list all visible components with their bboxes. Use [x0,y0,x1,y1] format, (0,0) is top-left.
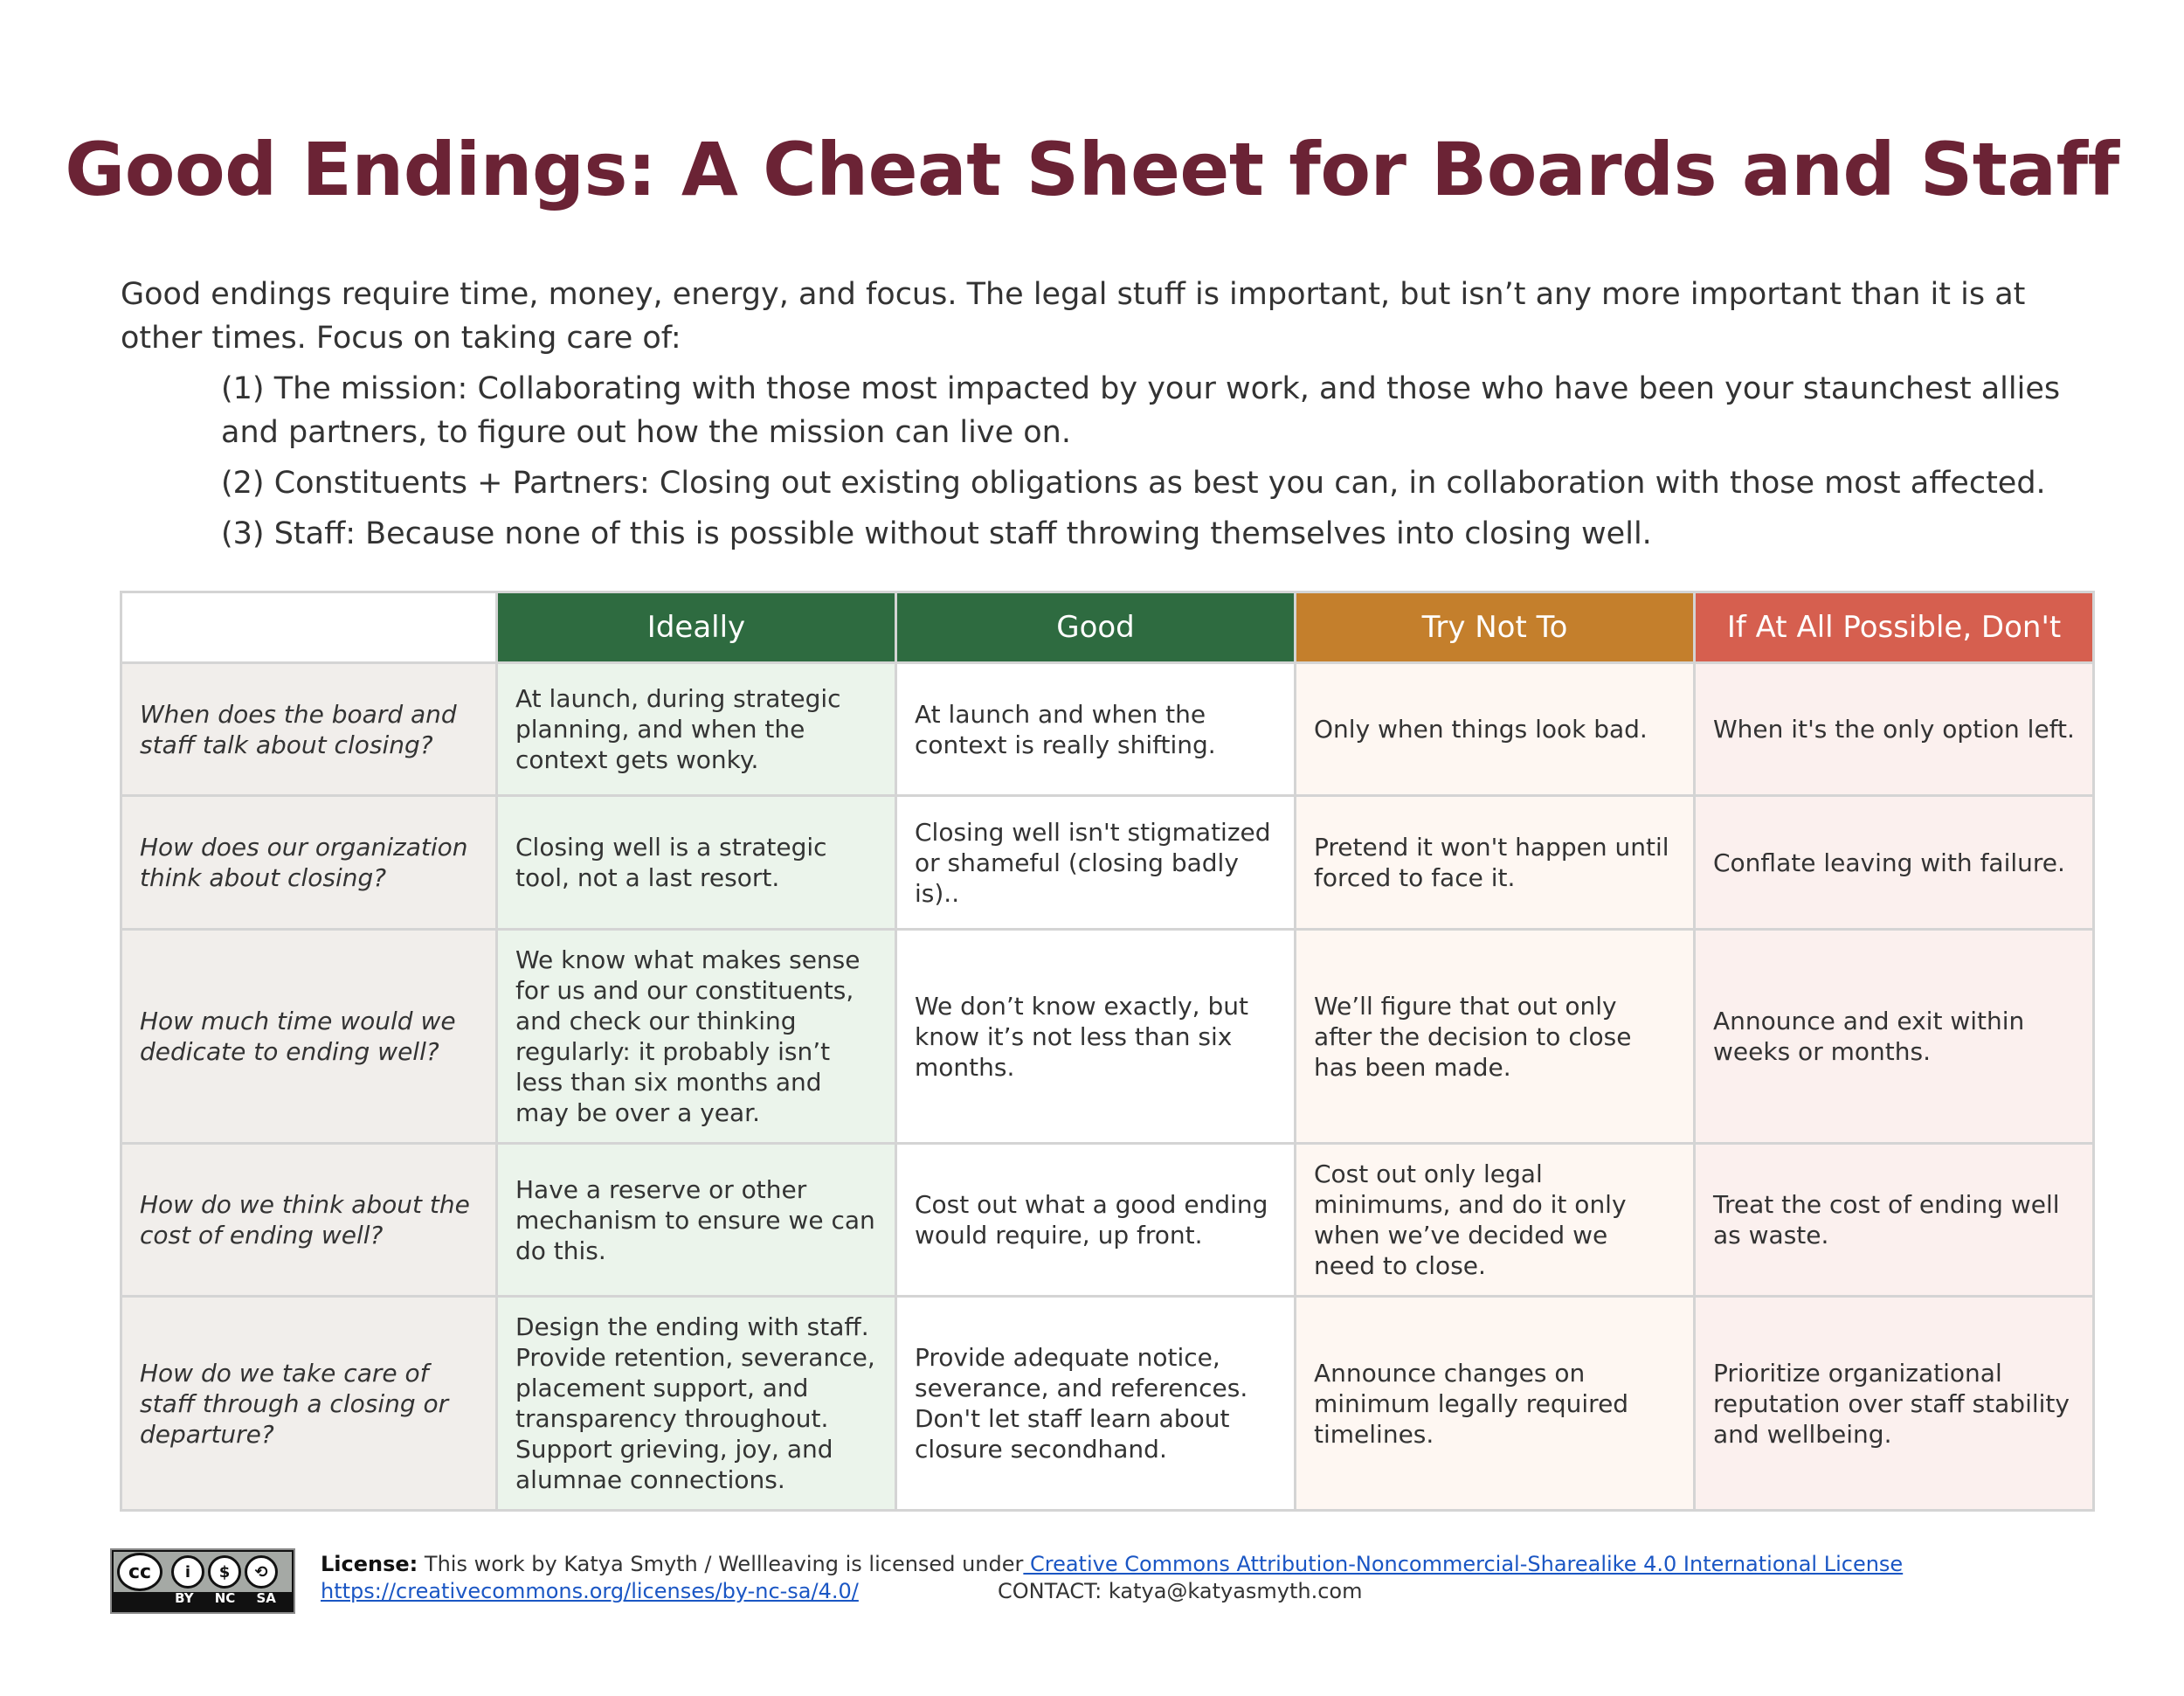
cc-badge-labels [164,1590,287,1609]
table-row [121,1144,2094,1297]
intro-lead: Good endings require time, money, energy, and focus. The legal stuff is important, but isn’t any more important than it is at other times. Focus on taking care of: [121,277,2026,356]
cc-label-sa: SA [256,1590,276,1606]
cell-dont: Conflate leaving with failure. [1695,796,2094,930]
table-row [121,796,2094,930]
cell-try-not-to: Announce changes on minimum legally required timelines. [1296,1297,1695,1511]
intro-point-staff: (3) Staff: Because none of this is possible without staff throwing themselves into closing well. [221,516,1652,551]
footer [110,1548,2119,1618]
cell-ideally: Design the ending with staff. Provide retention, severance, placement support, and transparency throughout. Support grieving, joy, and alumnae connections. [497,1297,896,1511]
table-row [121,663,2094,796]
cell-try-not-to: Pretend it won't happen until forced to face it. [1296,796,1695,930]
table-row [121,1297,2094,1511]
header-blank-cell [121,592,497,663]
cell-ideally: At launch, during strategic planning, and when the context gets wonky. [497,663,896,796]
contact-info: CONTACT: katya@katyasmyth.com [998,1579,1363,1603]
row-question: When does the board and staff talk about closing? [121,663,497,796]
header-dont: If At All Possible, Don't [1695,592,2094,663]
cell-good: Provide adequate notice, severance, and references. Don't let staff learn about closure secondhand. [896,1297,1296,1511]
cell-dont: When it's the only option left. [1695,663,2094,796]
row-question: How much time would we dedicate to ending well? [121,930,497,1144]
cheat-sheet-table [120,591,2095,1512]
page-title: Good Endings: A Cheat Sheet for Boards and Staff [65,127,2119,212]
license-url-link[interactable]: https://creativecommons.org/licenses/by-nc-sa/4.0/ [321,1579,859,1603]
cell-ideally: Closing well is a strategic tool, not a last resort. [497,796,896,930]
cell-dont: Prioritize organizational reputation over staff stability and wellbeing. [1695,1297,2094,1511]
header-ideally: Ideally [497,592,896,663]
license-url-row [321,1579,859,1603]
cc-label-nc: NC [214,1590,236,1606]
noncommercial-icon: $ [208,1555,241,1589]
header-good: Good [896,592,1296,663]
table-row [121,930,2094,1144]
cell-good: Cost out what a good ending would require, up front. [896,1144,1296,1297]
cell-dont: Treat the cost of ending well as waste. [1695,1144,2094,1297]
cell-good: At launch and when the context is really shifting. [896,663,1296,796]
cell-dont: Announce and exit within weeks or months. [1695,930,2094,1144]
intro-point-constituents: (2) Constituents + Partners: Closing out existing obligations as best you can, in collaboration with those most affected. [221,466,2046,501]
cc-label-by: BY [175,1590,194,1606]
license-text: This work by Katya Smyth / Wellleaving is licensed under [418,1552,1024,1576]
row-question: How does our organization think about closing? [121,796,497,930]
cell-try-not-to: We’ll figure that out only after the decision to close has been made. [1296,930,1695,1144]
creative-commons-badge[interactable] [110,1548,295,1614]
cell-good: We don’t know exactly, but know it’s not less than six months. [896,930,1296,1144]
row-question: How do we take care of staff through a closing or departure? [121,1297,497,1511]
cell-try-not-to: Only when things look bad. [1296,663,1695,796]
table-header-row [121,592,2094,663]
header-try-not-to: Try Not To [1296,592,1695,663]
intro-point-mission: (1) The mission: Collaborating with those most impacted by your work, and those who have been your staunchest allies and partners, to figure out how the mission can live on. [221,371,2061,450]
sharealike-icon: ⟲ [245,1555,278,1589]
cc-icon: cc [117,1553,162,1591]
cc-badge-icons [114,1552,292,1592]
cell-good: Closing well isn't stigmatized or shameful (closing badly is).. [896,796,1296,930]
cell-ideally: We know what makes sense for us and our constituents, and check our thinking regularly: it probably isn’t less than six months and may be over a year. [497,930,896,1144]
cell-try-not-to: Cost out only legal minimums, and do it only when we’ve decided we need to close. [1296,1144,1695,1297]
license-link[interactable]: Creative Commons Attribution-Noncommercial-Sharealike 4.0 International License [1023,1552,1904,1576]
license-statement [321,1552,1903,1576]
attribution-icon: i [171,1555,204,1589]
intro-section [121,273,2095,556]
row-question: How do we think about the cost of ending well? [121,1144,497,1297]
license-label: License: [321,1552,418,1576]
cell-ideally: Have a reserve or other mechanism to ensure we can do this. [497,1144,896,1297]
